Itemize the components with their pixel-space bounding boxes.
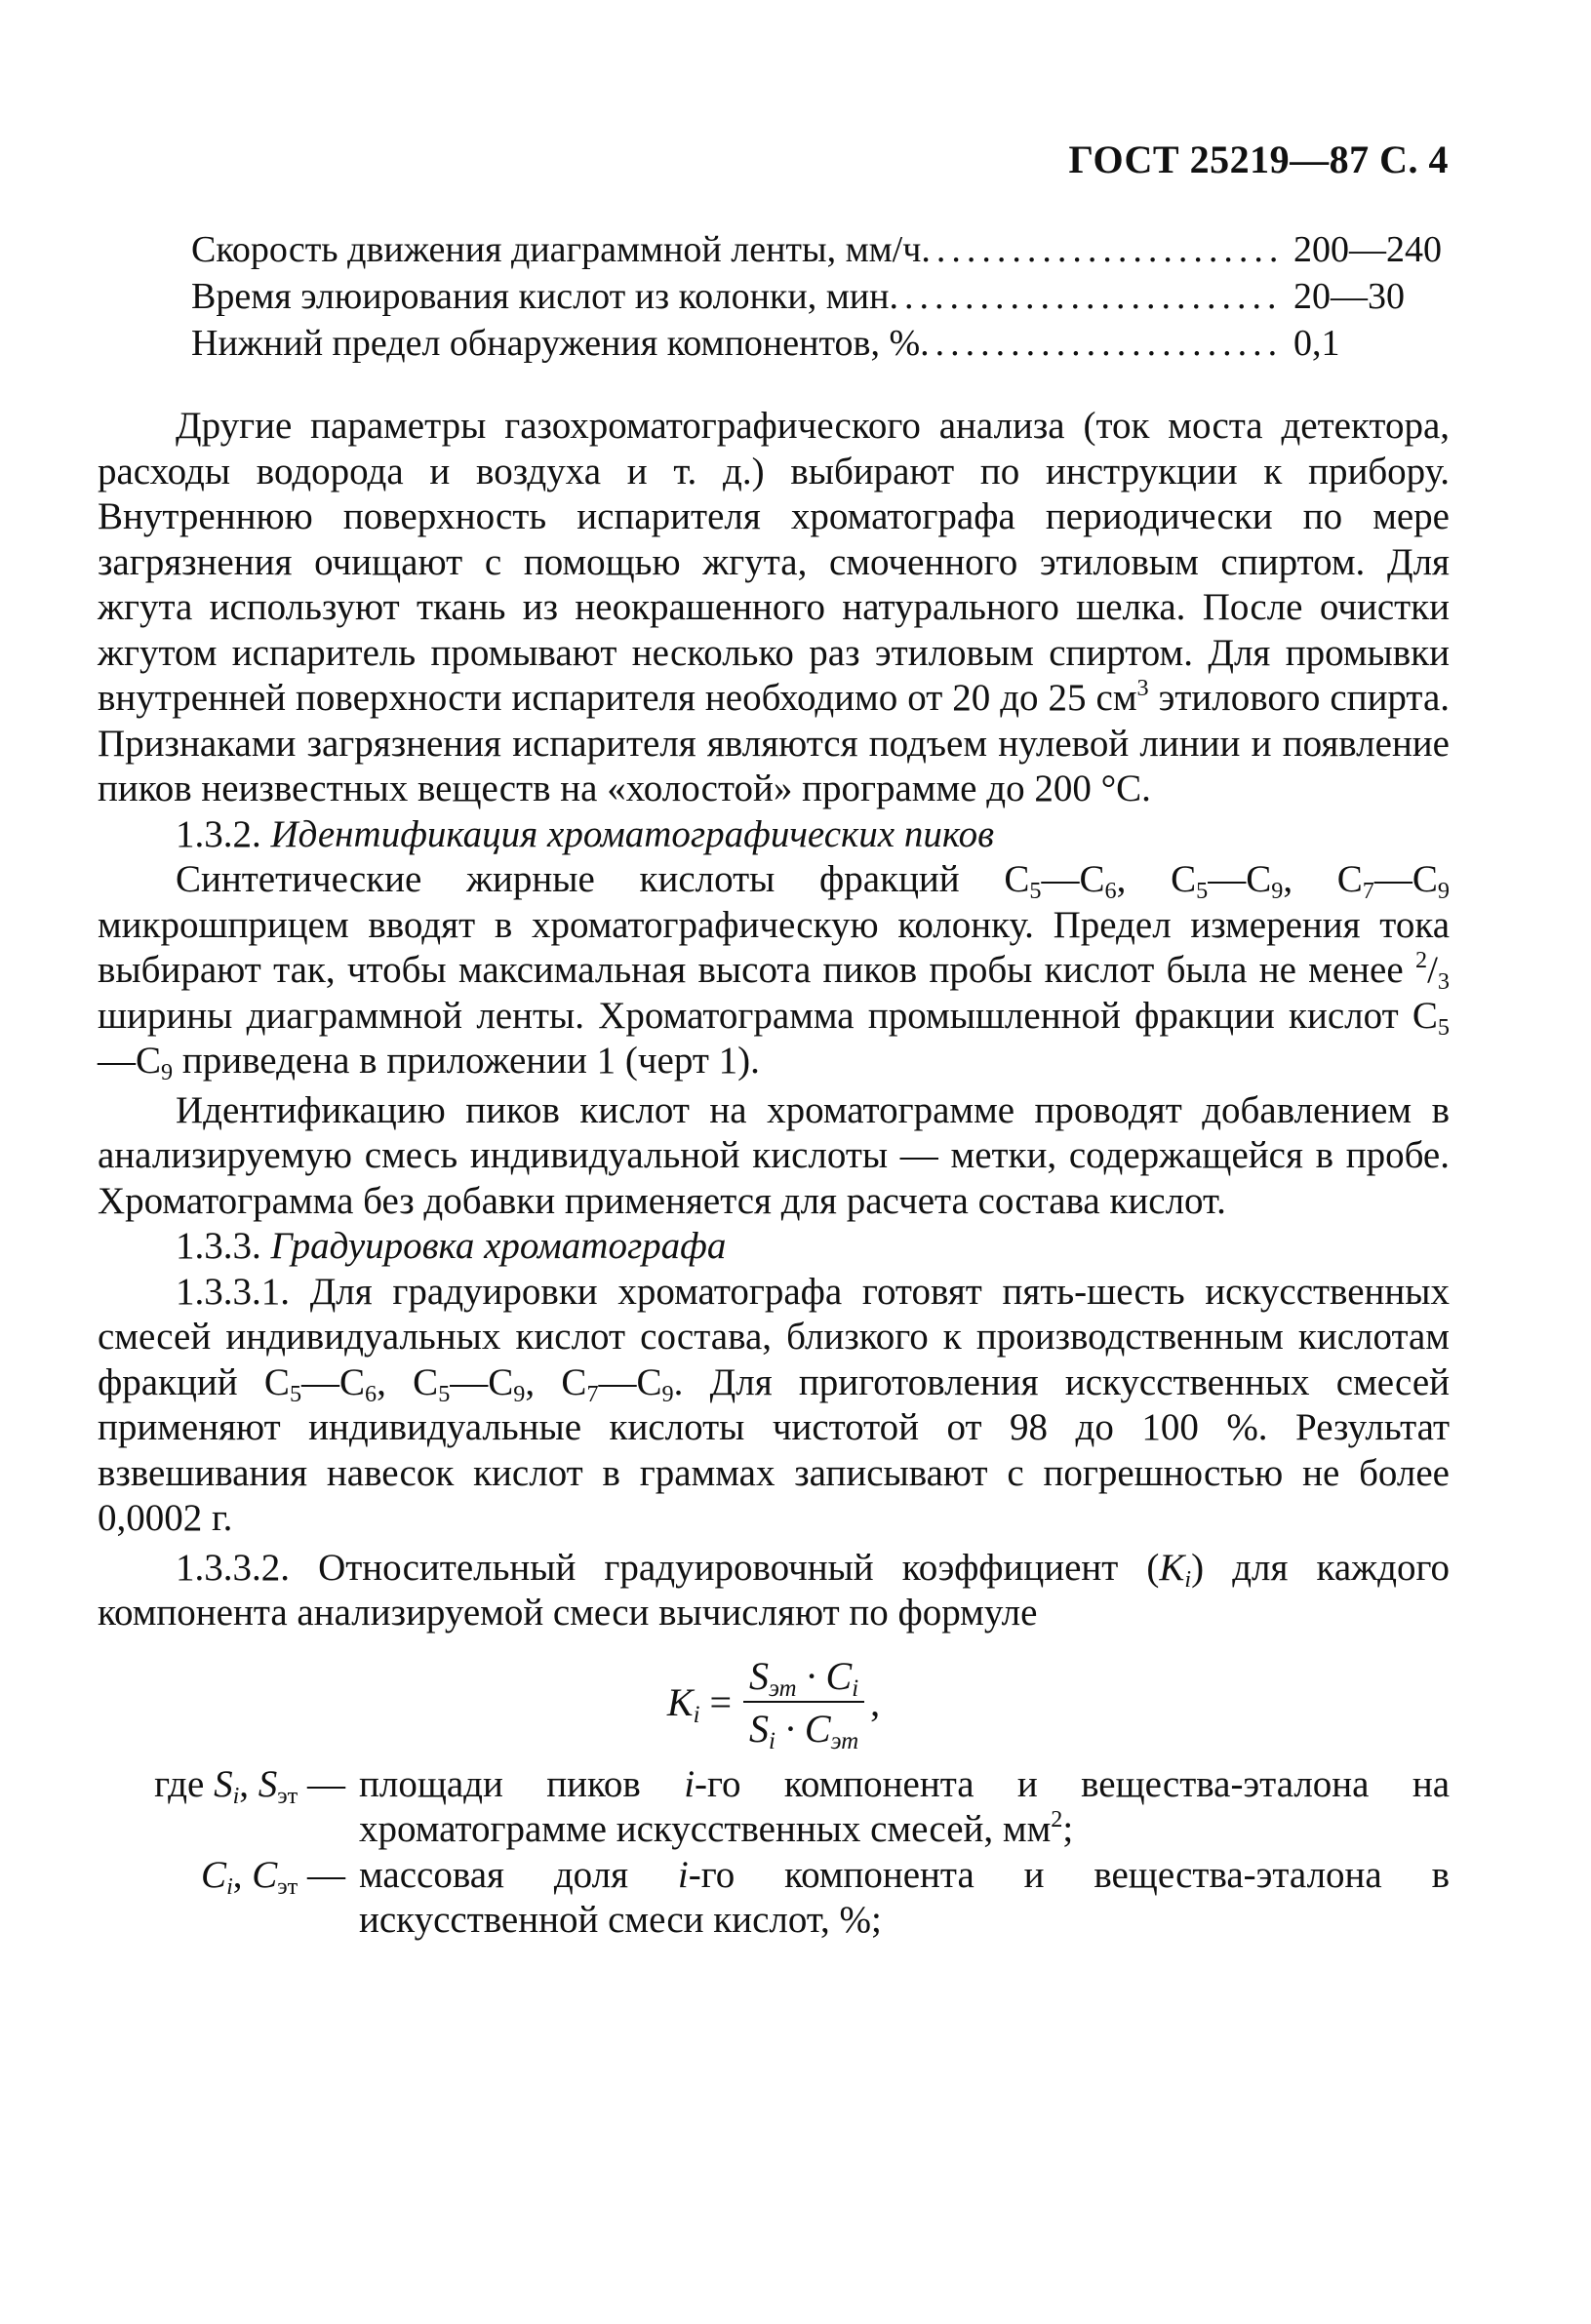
param-name: Нижний предел обнаружения компонентов, %: [191, 323, 921, 364]
symbol: K: [1159, 1546, 1185, 1589]
paragraph-1-3-3-2: [98, 1546, 1450, 1636]
superscript: 2: [1051, 1806, 1063, 1833]
subscript: 9: [513, 1380, 526, 1407]
symbol: S: [258, 1762, 278, 1805]
paragraph-synthetic-acids: [98, 857, 1450, 1084]
text-run: . Для приготовления искусственных смесей применяют индивидуальные кислоты чистотой от 98 до 100 %. Результат взвешивания навесок кислот в граммах записывают с погрешностью не более 0,0002 г.: [98, 1360, 1451, 1539]
definition-term: [98, 1762, 359, 1853]
symbol: S: [214, 1762, 233, 1805]
text-run: этилового спирта. Признаками загрязнения испарителя являются подъем нулевой линии и появление пиков неизвестных веществ на «холостой» программе до 200 °С.: [98, 677, 1450, 809]
param-value: 200—240: [1293, 229, 1442, 270]
param-value: 20—30: [1293, 276, 1405, 317]
subscript: 9: [661, 1380, 674, 1407]
subscript: эт: [769, 1674, 797, 1702]
paragraph-1-3-3-1: [98, 1270, 1450, 1542]
definitions: [98, 1762, 1450, 1944]
text-run: , С: [377, 1360, 439, 1403]
text-run: ,: [232, 1853, 253, 1896]
symbol: K: [666, 1679, 694, 1724]
text-run: приведена в приложении 1 (черт 1).: [173, 1040, 760, 1082]
dot-leader: [921, 226, 1280, 273]
text-run: , С: [1116, 858, 1197, 900]
section-number: 1.3.2.: [176, 812, 261, 855]
subscript: 6: [365, 1380, 378, 1407]
section-number: 1.3.3.: [176, 1225, 261, 1267]
fraction-denominator: [743, 1703, 864, 1753]
dot-operator: ·: [806, 1653, 816, 1698]
text-run: Другие параметры газохроматографического анализа (ток моста детектора, расходы водорода и воздуха и т. д.) выбирают по инструкции к прибору. Внутреннюю поверхность испарителя хроматографа периодически по мере загрязнения очищают с помощью жгута, смоченного этиловым спиртом. Для жгута используют ткань из неокрашенного натурального шелка. После очистки жгутом испаритель промывают несколько раз этиловым спиртом. Для промывки внутренней поверхности испарителя необходимо от 20 до 25 см: [98, 405, 1450, 719]
text-run: где: [154, 1762, 215, 1805]
fraction-denominator: 3: [1437, 967, 1450, 995]
subscript: 6: [1104, 877, 1117, 904]
definition-description: [359, 1853, 1450, 1944]
subscript: 5: [1437, 1013, 1450, 1041]
definition-dash: —: [298, 1853, 345, 1896]
param-value: 0,1: [1293, 323, 1340, 364]
text-run: —С: [1208, 858, 1272, 900]
text-run: —С: [301, 1360, 366, 1403]
symbol: C: [825, 1653, 853, 1698]
text-run: —С: [1373, 858, 1438, 900]
definition-dash: —: [298, 1762, 345, 1805]
subscript: 5: [289, 1380, 302, 1407]
text-run: —С: [598, 1360, 662, 1403]
symbol: S: [749, 1707, 770, 1751]
param-row: [191, 320, 1450, 367]
symbol: i: [684, 1762, 696, 1805]
text-run: -го компонента и вещества-эталона в искусственной смеси кислот, %;: [359, 1853, 1450, 1941]
fraction-numerator: [743, 1654, 864, 1704]
text-run: Синтетические жирные кислоты фракций С: [176, 858, 1030, 900]
fraction-numerator: 2: [1414, 947, 1428, 974]
subscript: i: [693, 1701, 700, 1728]
fraction-slash: /: [1427, 949, 1438, 991]
section-title: Градуировка хроматографа: [270, 1225, 727, 1267]
subscript: i: [226, 1872, 233, 1900]
text-run: , С: [525, 1360, 587, 1403]
dot-leader: [889, 273, 1280, 320]
subscript: 7: [586, 1380, 599, 1407]
definition-row: [98, 1762, 1450, 1853]
definition-description: [359, 1762, 1450, 1853]
subscript: i: [852, 1674, 859, 1702]
definition-term: [98, 1853, 359, 1944]
text-run: —С: [98, 1040, 162, 1082]
symbol: C: [201, 1853, 227, 1896]
formula-lhs: [667, 1680, 700, 1726]
text-run: 1.3.3.2. Относительный градуировочный коэффициент (: [176, 1546, 1160, 1589]
param-row: [191, 226, 1450, 273]
param-row: [191, 273, 1450, 320]
text-run: 1.3.3.1. Для градуировки хроматографа готовят пять-шесть искусственных смесей индивидуальных кислот состава, близкого к производственным кислотам фракций С: [98, 1270, 1450, 1403]
superscript: 3: [1136, 675, 1149, 702]
text-run: ;: [1062, 1808, 1074, 1850]
formula-k-i: [98, 1654, 1450, 1753]
subscript: 5: [1029, 877, 1042, 904]
text-run: микрошприцем вводят в хроматографическую колонку. Предел измерения тока выбирают так, чтобы максимальная высота пиков пробы кислот была не менее: [98, 903, 1450, 991]
symbol: C: [804, 1707, 831, 1751]
subscript: 7: [1362, 877, 1374, 904]
text-run: площади пиков: [359, 1762, 685, 1805]
text-run: —С: [1041, 858, 1105, 900]
subscript: 9: [1271, 877, 1284, 904]
body-text: [98, 404, 1450, 1944]
formula-fraction: [743, 1654, 864, 1753]
subscript: 5: [1196, 877, 1209, 904]
subscript: эт: [277, 1872, 298, 1900]
symbol: i: [677, 1853, 689, 1896]
subscript: i: [1184, 1565, 1192, 1593]
param-name: Скорость движения диаграммной ленты, мм/ч: [191, 229, 922, 270]
dot-operator: ·: [784, 1707, 795, 1751]
formula-comma: ,: [870, 1679, 881, 1724]
section-title: Идентификация хроматографических пиков: [270, 812, 995, 855]
subscript: 9: [1437, 877, 1450, 904]
section-heading-1-3-3: [98, 1224, 1450, 1270]
paragraph-intro: [98, 404, 1450, 812]
text-run: -го компонента и вещества-эталона на хроматограмме искусственных смесей, мм: [359, 1762, 1450, 1850]
section-heading-1-3-2: [98, 812, 1450, 858]
text-run: массовая доля: [359, 1853, 678, 1896]
symbol: C: [252, 1853, 278, 1896]
subscript: эт: [830, 1727, 859, 1754]
param-name: Время элюирования кислот из колонки, мин: [191, 276, 890, 317]
text-run: ) для каждого компонента анализируемой смеси вычисляют по формуле: [98, 1546, 1450, 1634]
dot-leader: [920, 320, 1280, 367]
subscript: i: [232, 1782, 240, 1809]
paragraph-identification: Идентификацию пиков кислот на хроматограмме проводят добавлением в анализируемую смесь индивидуальной кислоты — метки, содержащейся в пробе. Хроматограмма без добавки применяется для расчета состава кислот.: [98, 1088, 1450, 1222]
subscript: 5: [438, 1380, 451, 1407]
subscript: 9: [161, 1058, 174, 1085]
subscript: эт: [277, 1782, 298, 1809]
text-run: —С: [450, 1360, 514, 1403]
page-header: ГОСТ 25219—87 С. 4: [1068, 138, 1449, 181]
text-run: ,: [239, 1762, 259, 1805]
text-run: , С: [1283, 858, 1363, 900]
equals-sign: =: [709, 1679, 733, 1724]
definition-row: [98, 1853, 1450, 1944]
subscript: i: [769, 1727, 776, 1754]
parameters-list: [191, 226, 1450, 367]
text-run: ширины диаграммной ленты. Хроматограмма промышленной фракции кислот С: [98, 994, 1438, 1037]
symbol: S: [749, 1653, 770, 1698]
